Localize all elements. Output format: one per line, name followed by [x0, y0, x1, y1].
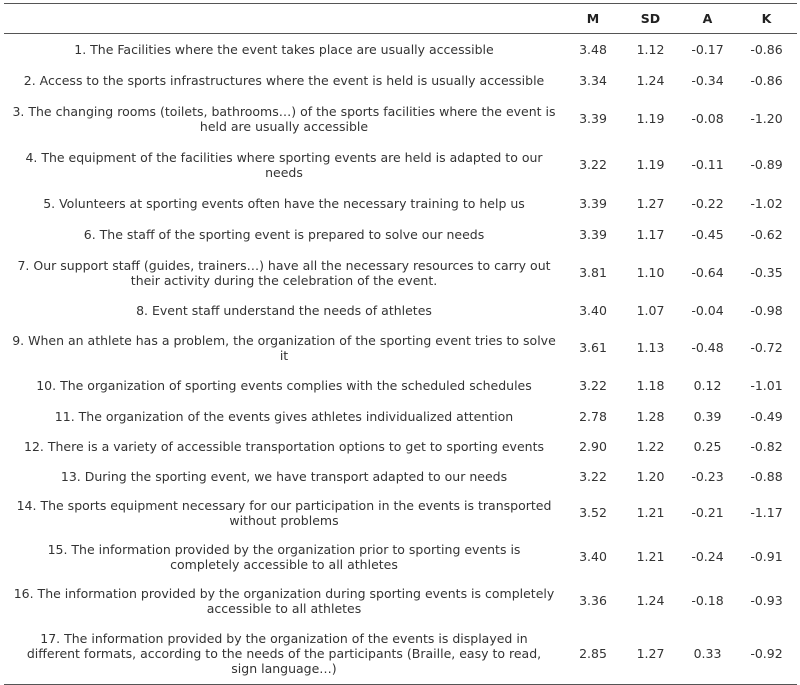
sd-cell: 1.12	[636, 41, 665, 57]
kurtosis-cell: -0.86	[750, 72, 783, 88]
table-row	[4, 219, 797, 250]
kurtosis-cell: -0.92	[736, 623, 797, 685]
mean-cell: 3.22	[579, 468, 607, 484]
mean-cell: 3.39	[579, 111, 607, 126]
mean-cell: 3.34	[579, 72, 607, 88]
table-row	[4, 34, 797, 65]
asymmetry-cell: -0.17	[691, 41, 724, 57]
table-row	[4, 250, 797, 296]
sd-cell: 1.28	[636, 408, 665, 424]
mean-cell: 2.85	[564, 623, 622, 685]
asymmetry-cell: -0.45	[691, 226, 724, 242]
header-kurtosis: K	[736, 4, 797, 34]
kurtosis-cell: -0.82	[750, 439, 783, 454]
sd-cell: 1.21	[636, 549, 665, 564]
asymmetry-cell: -0.48	[691, 340, 724, 355]
mean-cell: 3.39	[579, 195, 607, 211]
sd-cell: 1.07	[636, 302, 665, 318]
item-cell: 13. During the sporting event, we have transport adapted to our needs	[60, 468, 508, 484]
header-item	[4, 4, 564, 34]
item-cell: 2. Access to the sports infrastructures where the event is held is usually accessible	[23, 72, 545, 88]
kurtosis-cell: -0.98	[750, 302, 783, 318]
kurtosis-cell: -0.72	[750, 340, 783, 355]
kurtosis-cell: -0.89	[750, 157, 783, 172]
table-row	[4, 296, 797, 325]
item-cell: 11. The organization of the events gives athletes individualized attention	[54, 408, 514, 424]
table-row	[4, 65, 797, 96]
kurtosis-cell: -1.20	[750, 111, 783, 126]
asymmetry-cell: 0.33	[679, 623, 736, 685]
item-cell: 16. The information provided by the organization during sporting events is completely accessible to all athletes	[13, 585, 555, 616]
table-row	[4, 535, 797, 579]
asymmetry-cell: 0.25	[693, 439, 722, 454]
header-asymmetry: A	[679, 4, 736, 34]
sd-cell: 1.17	[636, 226, 665, 242]
item-cell: 6. The staff of the sporting event is prepared to solve our needs	[83, 226, 485, 242]
header-sd: SD	[622, 4, 679, 34]
sd-cell: 1.20	[636, 468, 665, 484]
item-cell: 5. Volunteers at sporting events often have the necessary training to help us	[43, 195, 525, 211]
sd-cell: 1.19	[636, 157, 665, 172]
table-row	[4, 623, 797, 685]
item-cell: 10. The organization of sporting events complies with the scheduled schedules	[36, 378, 532, 393]
table-row	[4, 432, 797, 462]
kurtosis-cell: -0.35	[750, 265, 783, 280]
mean-cell: 3.39	[579, 226, 607, 242]
kurtosis-cell: -1.01	[750, 378, 783, 393]
kurtosis-cell: -1.17	[750, 505, 783, 520]
asymmetry-cell: -0.11	[691, 157, 724, 172]
mean-cell: 3.40	[579, 302, 607, 318]
mean-cell: 3.61	[579, 340, 607, 355]
kurtosis-cell: -0.88	[750, 468, 783, 484]
item-cell: 3. The changing rooms (toilets, bathrooms…) of the sports facilities where the event is held are usually accessible	[12, 103, 556, 134]
sd-cell: 1.22	[636, 439, 665, 454]
mean-cell: 3.40	[579, 549, 607, 564]
asymmetry-cell: -0.24	[691, 549, 724, 564]
mean-cell: 3.52	[579, 505, 607, 520]
mean-cell: 3.48	[579, 41, 607, 57]
header-row	[4, 4, 797, 34]
sd-cell: 1.27	[622, 623, 679, 685]
asymmetry-cell: -0.22	[691, 195, 724, 211]
header-mean: M	[564, 4, 622, 34]
sd-cell: 1.13	[636, 340, 665, 355]
item-cell: 14. The sports equipment necessary for our participation in the events is transported without problems	[16, 497, 552, 528]
item-cell: 7. Our support staff (guides, trainers…) have all the necessary resources to carry out their activity during the celebration of the event.	[17, 257, 551, 288]
table-row	[4, 491, 797, 535]
asymmetry-cell: -0.23	[691, 468, 724, 484]
mean-cell: 3.36	[579, 593, 607, 608]
kurtosis-cell: -0.86	[750, 41, 783, 57]
asymmetry-cell: -0.04	[691, 302, 724, 318]
asymmetry-cell: -0.64	[691, 265, 724, 280]
table-row	[4, 371, 797, 401]
asymmetry-cell: -0.21	[691, 505, 724, 520]
mean-cell: 3.81	[579, 265, 607, 280]
mean-cell: 2.90	[579, 439, 607, 454]
item-cell: 12. There is a variety of accessible transportation options to get to sporting events	[24, 439, 544, 454]
item-cell: 15. The information provided by the organization prior to sporting events is completely accessible to all athletes	[47, 541, 521, 572]
mean-cell: 2.78	[579, 408, 607, 424]
item-cell: 1. The Facilities where the event takes place are usually accessible	[74, 41, 494, 57]
statistics-table	[4, 3, 797, 685]
sd-cell: 1.19	[636, 111, 665, 126]
sd-cell: 1.18	[636, 378, 665, 393]
table-row	[4, 142, 797, 188]
asymmetry-cell: -0.08	[691, 111, 724, 126]
table-row	[4, 401, 797, 432]
item-cell: 4. The equipment of the facilities where sporting events are held is adapted to our needs	[25, 149, 543, 180]
asymmetry-cell: -0.18	[691, 593, 724, 608]
mean-cell: 3.22	[579, 378, 607, 393]
item-cell: 17. The information provided by the organization of the events is displayed in different formats, according to the needs of the participants (Braille, easy to read, sign language…)	[4, 623, 564, 685]
table-row	[4, 96, 797, 142]
table-row	[4, 188, 797, 219]
kurtosis-cell: -0.49	[750, 408, 783, 424]
table-body	[4, 34, 797, 685]
sd-cell: 1.24	[636, 72, 665, 88]
kurtosis-cell: -1.02	[750, 195, 783, 211]
asymmetry-cell: 0.39	[693, 408, 722, 424]
sd-cell: 1.10	[636, 265, 665, 280]
mean-cell: 3.22	[579, 157, 607, 172]
kurtosis-cell: -0.91	[750, 549, 783, 564]
sd-cell: 1.21	[636, 505, 665, 520]
asymmetry-cell: -0.34	[691, 72, 724, 88]
asymmetry-cell: 0.12	[693, 378, 722, 393]
sd-cell: 1.27	[636, 195, 665, 211]
table-row	[4, 579, 797, 623]
item-cell: 8. Event staff understand the needs of athletes	[136, 302, 432, 318]
table-row	[4, 462, 797, 491]
kurtosis-cell: -0.93	[750, 593, 783, 608]
item-cell: 9. When an athlete has a problem, the organization of the sporting event tries to solve it	[12, 332, 556, 363]
kurtosis-cell: -0.62	[750, 226, 783, 242]
table-row	[4, 325, 797, 371]
sd-cell: 1.24	[636, 593, 665, 608]
